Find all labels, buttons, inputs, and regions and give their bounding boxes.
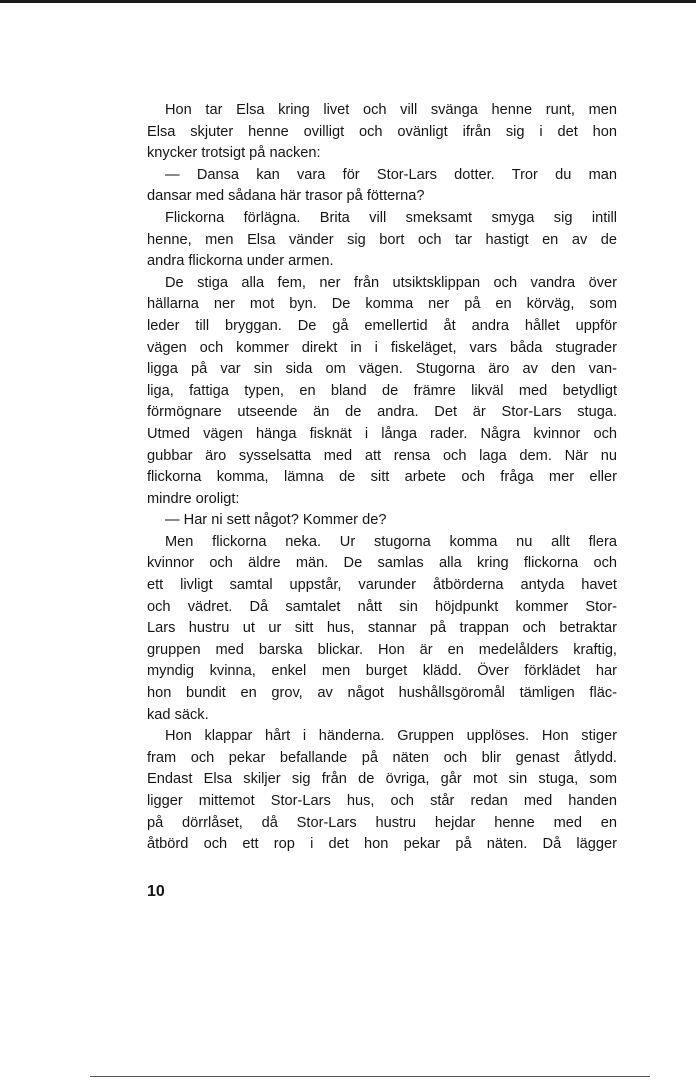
text-line: leder till bryggan. De gå emellertid åt andra hållet uppför bbox=[147, 317, 617, 334]
paragraph bbox=[147, 532, 617, 726]
text-line: Hon klappar hårt i händerna. Gruppen upplöses. Hon stiger bbox=[165, 728, 617, 745]
text-line: myndig kvinna, enkel men burget klädd. Över förklädet har bbox=[147, 663, 617, 680]
text-line: Elsa skjuter henne ovilligt och ovänligt ifrån sig i det hon bbox=[147, 123, 617, 140]
text-line: på dörrlåset, då Stor-Lars hustru hejdar henne med en bbox=[147, 814, 617, 831]
paragraph bbox=[147, 100, 617, 165]
text-line: Endast Elsa skiljer sig från de övriga, går mot sin stuga, som bbox=[147, 771, 617, 788]
text-line: ett livligt samtal uppstår, varunder åtbörderna antyda havet bbox=[147, 577, 617, 594]
text-line: vägen och kommer direkt in i fiskeläget, vars båda stugrader bbox=[147, 339, 617, 356]
paragraph bbox=[147, 510, 617, 532]
page-top-border bbox=[0, 0, 696, 3]
text-line: förmögnare utseende än de andra. Det är Stor-Lars stuga. bbox=[147, 404, 617, 421]
text-line: flickorna komma, lämna de sitt arbete och fråga mer eller bbox=[147, 469, 617, 486]
page-text-body bbox=[147, 100, 617, 856]
text-line: Lars hustru ut ur sitt hus, stannar på trappan och betraktar bbox=[147, 620, 617, 637]
text-line: gruppen med barska blickar. Hon är en medelålders kraftig, bbox=[147, 641, 617, 658]
page-number: 10 bbox=[147, 883, 165, 900]
paragraph bbox=[147, 208, 617, 273]
text-line: Flickorna förlägna. Brita vill smeksamt smyga sig intill bbox=[165, 209, 617, 226]
text-line: — Har ni sett något? Kommer de? bbox=[165, 512, 387, 529]
text-line: — Dansa kan vara för Stor-Lars dotter. Tror du man bbox=[165, 166, 617, 183]
text-line: henne, men Elsa vänder sig bort och tar hastigt en av de bbox=[147, 231, 617, 248]
text-line: ligger mittemot Stor-Lars hus, och står redan med handen bbox=[147, 793, 617, 809]
text-line: ligga på var sin sida om vägen. Stugorna äro av den van- bbox=[147, 361, 617, 378]
text-line: Men flickorna neka. Ur stugorna komma nu allt flera bbox=[165, 533, 617, 550]
text-line: andra flickorna under armen. bbox=[147, 253, 334, 270]
text-line: knycker trotsigt på nacken: bbox=[147, 145, 321, 162]
text-line: De stiga alla fem, ner från utsiktsklippan och vandra över bbox=[165, 274, 617, 291]
text-line: kad säck. bbox=[147, 706, 209, 723]
text-line: dansar med sådana här trasor på fötterna? bbox=[147, 188, 425, 205]
text-line: kvinnor och äldre män. De samlas alla kring flickorna och bbox=[147, 555, 617, 572]
text-line: hon bundit en grov, av något hushållsgöromål tämligen fläc- bbox=[147, 685, 617, 702]
paragraph bbox=[147, 165, 617, 208]
text-line: hällarna ner mot byn. De komma ner på en körväg, som bbox=[147, 296, 617, 313]
text-line: åtbörd och ett rop i det hon pekar på näten. Då lägger bbox=[147, 836, 617, 853]
paragraph bbox=[147, 273, 617, 511]
text-line: Hon tar Elsa kring livet och vill svänga henne runt, men bbox=[165, 102, 617, 118]
text-line: fram och pekar befallande på näten och blir genast åtlydd. bbox=[147, 749, 617, 766]
text-line: gubbar äro sysselsatta med att rensa och laga dem. När nu bbox=[147, 447, 617, 464]
text-line: och vädret. Då samtalet nått sin höjdpunkt kommer Stor- bbox=[147, 598, 617, 615]
page-bottom-edge bbox=[90, 1076, 650, 1077]
text-line: mindre oroligt: bbox=[147, 490, 240, 507]
text-line: Utmed vägen hänga fisknät i långa rader. Några kvinnor och bbox=[147, 425, 617, 442]
paragraph bbox=[147, 726, 617, 856]
text-line: liga, fattiga typen, en bland de främre likväl med betydligt bbox=[147, 382, 617, 399]
